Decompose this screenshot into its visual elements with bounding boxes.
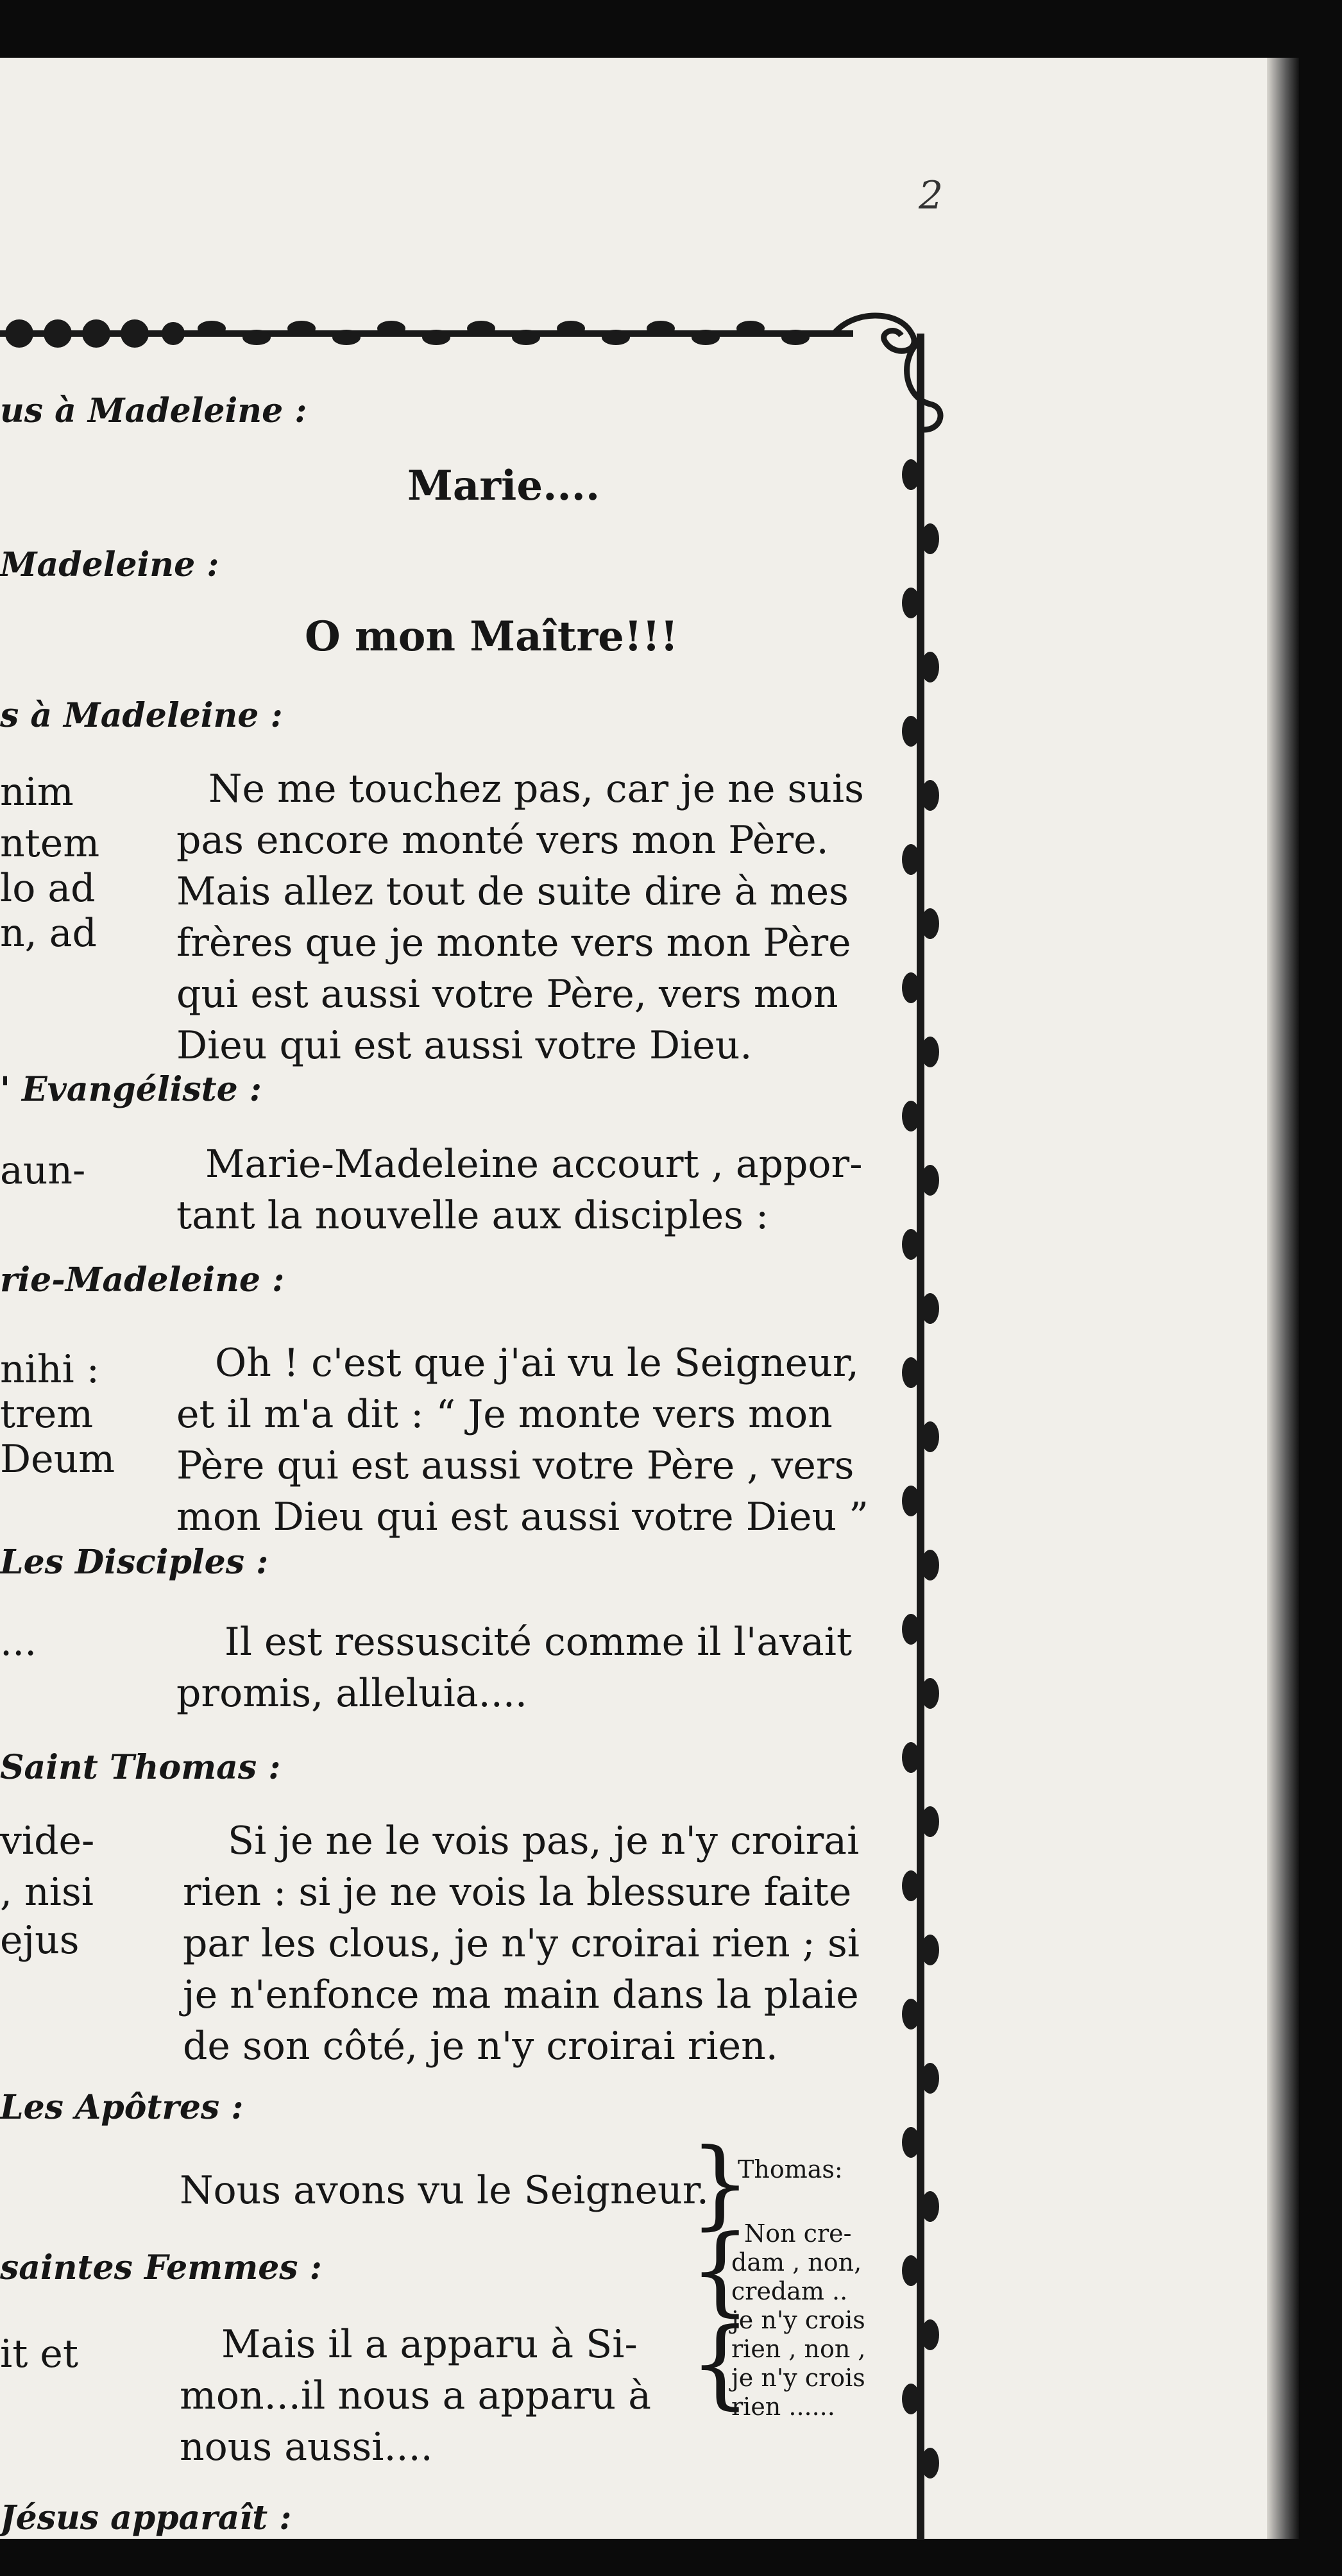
speaker-cue: Madeleine : — [0, 545, 219, 584]
french-paragraph-3 — [176, 1337, 869, 1543]
latin-line: Deum — [0, 1437, 115, 1482]
latin-line: it et — [0, 2332, 78, 2377]
text-line: mon...il nous a apparu à — [180, 2373, 651, 2418]
note-line: rien ...... — [731, 2393, 835, 2421]
french-paragraph-1 — [176, 763, 864, 1071]
latin-line: nihi : — [0, 1347, 99, 1392]
note-line: dam , non, — [731, 2248, 862, 2276]
speaker-cue: s à Madeleine : — [0, 696, 283, 735]
text-line: nous aussi.... — [180, 2425, 433, 2470]
speaker-cue: Les Disciples : — [0, 1543, 269, 1582]
text-line: Si je ne le vois pas, je n'y croirai — [228, 1818, 860, 1863]
speaker-cue: rie-Madeleine : — [0, 1260, 285, 1300]
latin-line: trem — [0, 1392, 94, 1437]
latin-line: vide- — [0, 1818, 95, 1863]
note-line: rien , non , — [731, 2335, 866, 2363]
text-line: promis, alleluia.... — [176, 1671, 527, 1716]
french-paragraph-6: Nous avons vu le Seigneur. — [180, 2168, 709, 2213]
line-maitre: O mon Maître!!! — [305, 613, 679, 661]
latin-line: lo ad — [0, 866, 96, 911]
page-number: 2 — [919, 173, 944, 218]
note-line: Non cre- — [744, 2219, 852, 2248]
brace: { — [690, 2308, 751, 2419]
latin-line: ... — [0, 1620, 37, 1665]
text-line: pas encore monté vers mon Père. — [176, 818, 829, 863]
note-line: credam .. — [731, 2277, 848, 2305]
speaker-cue: Saint Thomas : — [0, 1748, 281, 1787]
latin-line: , nisi — [0, 1870, 94, 1915]
thomas-note — [731, 2219, 866, 2421]
text-line: tant la nouvelle aux disciples : — [176, 1193, 769, 1238]
text-line: Mais allez tout de suite dire à mes — [176, 869, 849, 914]
text-line: frères que je monte vers mon Père — [176, 920, 851, 965]
text-line: Père qui est aussi votre Père , vers — [176, 1443, 854, 1488]
speaker-cue: Jésus apparaît : — [0, 2498, 292, 2538]
speaker-cue: Les Apôtres : — [0, 2088, 244, 2127]
text-line: qui est aussi votre Père, vers mon — [176, 972, 838, 1017]
text-line: mon Dieu qui est aussi votre Dieu ” — [176, 1495, 869, 1539]
latin-line: aun- — [0, 1148, 86, 1193]
line-marie: Marie.... — [407, 462, 600, 510]
text-line: et il m'a dit : “ Je monte vers mon — [176, 1392, 833, 1437]
brace: } — [690, 2128, 751, 2240]
latin-line: nim — [0, 770, 74, 815]
text-line: Ne me touchez pas, car je ne suis — [208, 767, 864, 811]
text-line: je n'enfonce ma main dans la plaie — [183, 1972, 859, 2017]
brace: { — [690, 2215, 751, 2326]
french-paragraph-4 — [176, 1616, 852, 1719]
ornament-border-top — [0, 307, 927, 358]
text-line: Mais il a apparu à Si- — [221, 2322, 638, 2367]
note-line: je n'y crois — [731, 2306, 865, 2334]
text-line: Oh ! c'est que j'ai vu le Seigneur, — [215, 1341, 859, 1385]
text-line: Dieu qui est aussi votre Dieu. — [176, 1023, 752, 1068]
text-line: de son côté, je n'y croirai rien. — [183, 2024, 778, 2069]
speaker-cue: us à Madeleine : — [0, 391, 307, 430]
note-line: je n'y crois — [731, 2364, 865, 2392]
french-paragraph-2 — [176, 1139, 863, 1241]
speaker-cue: ' Evangéliste : — [0, 1070, 262, 1109]
ornament-border-right — [892, 334, 949, 2540]
text-line: Il est ressuscité comme il l'avait — [225, 1620, 853, 1665]
speaker-cue: saintes Femmes : — [0, 2248, 322, 2287]
french-paragraph-7 — [180, 2319, 651, 2473]
text-line: rien : si je ne vois la blessure faite — [183, 1870, 852, 1915]
latin-line: n, ad — [0, 911, 97, 956]
page-edge — [1267, 58, 1299, 2539]
thomas-note-label: Thomas: — [738, 2155, 843, 2183]
french-paragraph-5 — [183, 1815, 860, 2072]
text-line: par les clous, je n'y croirai rien ; si — [183, 1921, 860, 1966]
text-line: Marie-Madeleine accourt , appor- — [205, 1142, 863, 1187]
latin-line: ntem — [0, 821, 100, 866]
latin-line: ejus — [0, 1918, 80, 1963]
